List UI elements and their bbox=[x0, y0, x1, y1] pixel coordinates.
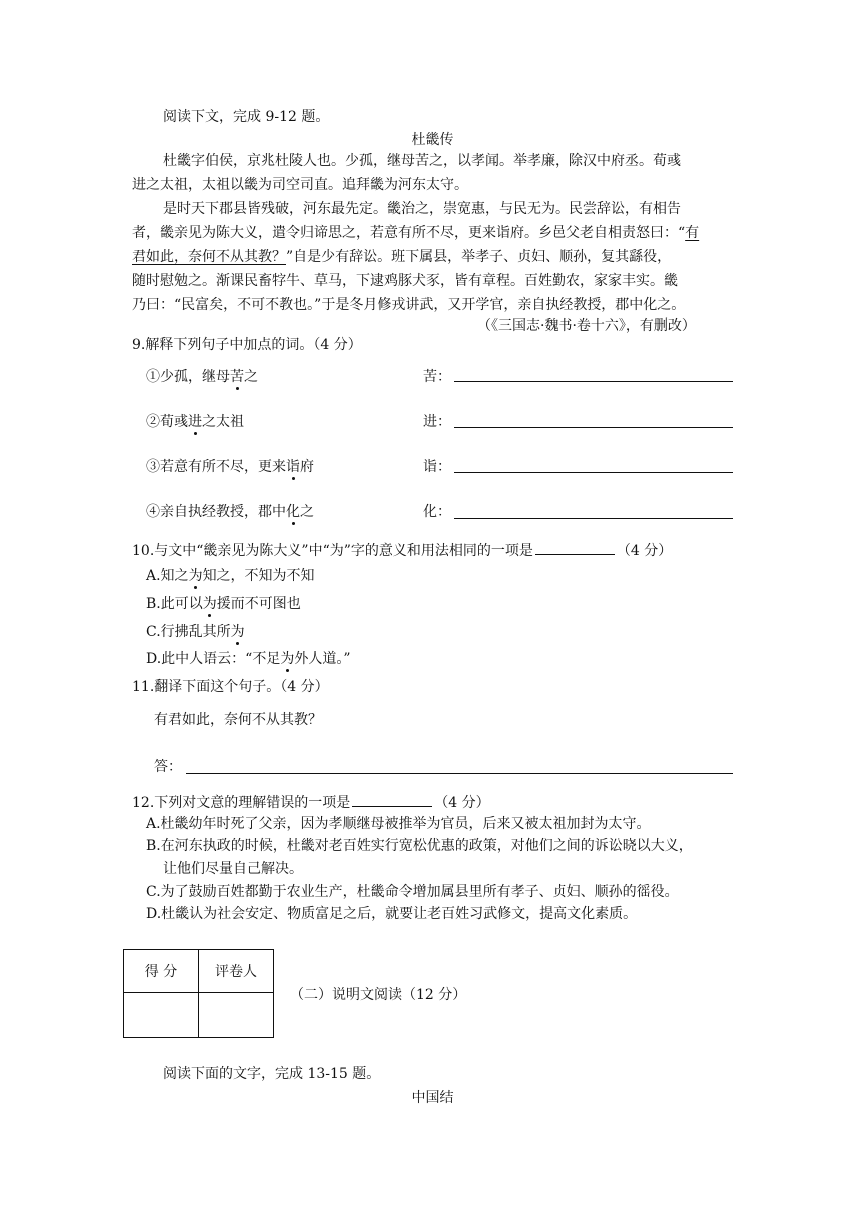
q11-answer-label: 答： bbox=[154, 759, 182, 775]
passage-title: 中国结 bbox=[411, 1090, 454, 1106]
answer-line[interactable] bbox=[454, 427, 733, 428]
q12-option: A.杜畿幼年时死了父亲，因为孝顺继母被推举为官员，后来又被太祖加封为太守。 bbox=[146, 816, 651, 832]
dotted-word: 为 bbox=[188, 568, 203, 584]
answer-line[interactable] bbox=[454, 518, 733, 519]
q10-option: B.此可以为援而不可图也 bbox=[146, 596, 301, 612]
passage-source: （《三国志·魏书·卷十六》，有删改） bbox=[477, 318, 696, 334]
section-heading: （二）说明文阅读（12 分） bbox=[290, 987, 467, 1003]
question-10: 10.与文中“畿亲见为陈大义”中“为”字的意义和用法相同的一项是 （4 分） bbox=[132, 543, 673, 559]
passage-line: 随时慰勉之。渐课民畜牸牛、草马，下逮鸡豚犬豕，皆有章程。百姓勤农，家家丰实。畿 bbox=[132, 273, 678, 289]
dotted-word: 化 bbox=[286, 504, 300, 520]
dotted-word: 为 bbox=[280, 651, 295, 667]
passage-line: 杜畿字伯侯，京兆杜陵人也。少孤，继母苦之，以孝闻。举孝廉，除汉中府丞。荀彧 bbox=[163, 153, 681, 169]
dotted-word: 进 bbox=[188, 414, 202, 430]
passage-line: 君如此，奈何不从其教？”自是少有辞讼。班下属县，举孝子、贞妇、顺孙，复其繇役， bbox=[132, 249, 672, 265]
grader-header: 评卷人 bbox=[199, 950, 274, 993]
answer-line[interactable] bbox=[454, 381, 733, 382]
q9-item: ④亲自执经教授，郡中化之 bbox=[146, 504, 314, 520]
score-header: 得 分 bbox=[124, 950, 199, 993]
reading-instruction: 阅读下文，完成 9-12 题。 bbox=[163, 109, 330, 125]
reading-instruction: 阅读下面的文字，完成 13-15 题。 bbox=[163, 1066, 381, 1082]
q10-option: D.此中人语云：“不足为外人道。” bbox=[146, 651, 351, 667]
passage-line: 者，畿亲见为陈大义，遣令归谛思之，若意有所不尽，更来诣府。乡邑父老自相责怒曰：“有 bbox=[132, 225, 700, 241]
question-12: 12.下列对文意的理解错误的一项是 （4 分） bbox=[132, 795, 490, 811]
q12-option: D.杜畿认为社会安定、物质富足之后，就要让老百姓习武修文，提高文化素质。 bbox=[146, 906, 638, 922]
q11-sentence: 有君如此，奈何不从其教？ bbox=[154, 712, 322, 728]
dotted-word: 为 bbox=[202, 596, 217, 612]
answer-line[interactable] bbox=[186, 773, 733, 774]
q9-item: ②荀彧进之太祖 bbox=[146, 414, 244, 430]
q9-item: ①少孤，继母苦之 bbox=[146, 369, 258, 385]
q12-option: B.在河东执政的时候，杜畿对老百姓实行宽松优惠的政策，对他们之间的诉讼晓以大义， bbox=[146, 838, 693, 854]
question-11: 11.翻译下面这个句子。（4 分） bbox=[132, 679, 329, 695]
q10-option: C.行拂乱其所为 bbox=[146, 624, 245, 640]
answer-blank[interactable] bbox=[535, 542, 615, 555]
dotted-word: 为 bbox=[230, 624, 245, 640]
passage-line: 乃曰：“民富矣，不可不教也。”于是冬月修戎讲武，又开学官，亲自执经教授，郡中化之。 bbox=[132, 297, 686, 313]
underlined-sentence: 君如此，奈何不从其教？ bbox=[132, 249, 286, 265]
q9-answer-label: 化： bbox=[423, 504, 451, 520]
passage-line: 是时天下郡县皆残破，河东最先定。畿治之，崇宽惠，与民无为。民尝辞讼，有相告 bbox=[163, 201, 681, 217]
passage-title: 杜畿传 bbox=[411, 132, 454, 148]
answer-line[interactable] bbox=[454, 472, 733, 473]
question-9: 9.解释下列句子中加点的词。（4 分） bbox=[132, 337, 362, 353]
dotted-word: 诣 bbox=[286, 459, 300, 475]
q12-option-cont: 让他们尽量自己解决。 bbox=[163, 861, 303, 877]
dotted-word: 苦 bbox=[230, 369, 244, 385]
q9-answer-label: 诣： bbox=[423, 459, 451, 475]
grader-cell[interactable] bbox=[199, 993, 274, 1038]
q9-item: ③若意有所不尽，更来诣府 bbox=[146, 459, 314, 475]
q12-option: C.为了鼓励百姓都勤于农业生产，杜畿命令增加属县里所有孝子、贞妇、顺孙的徭役。 bbox=[146, 884, 679, 900]
answer-blank[interactable] bbox=[352, 794, 432, 807]
score-table bbox=[123, 949, 274, 1038]
q9-answer-label: 进： bbox=[423, 414, 451, 430]
score-cell[interactable] bbox=[124, 993, 199, 1038]
q9-answer-label: 苦： bbox=[423, 369, 451, 385]
passage-line: 进之太祖，太祖以畿为司空司直。追拜畿为河东太守。 bbox=[132, 177, 468, 193]
underlined-sentence: 有 bbox=[685, 225, 700, 241]
q10-option: A.知之为知之，不知为不知 bbox=[146, 568, 315, 584]
